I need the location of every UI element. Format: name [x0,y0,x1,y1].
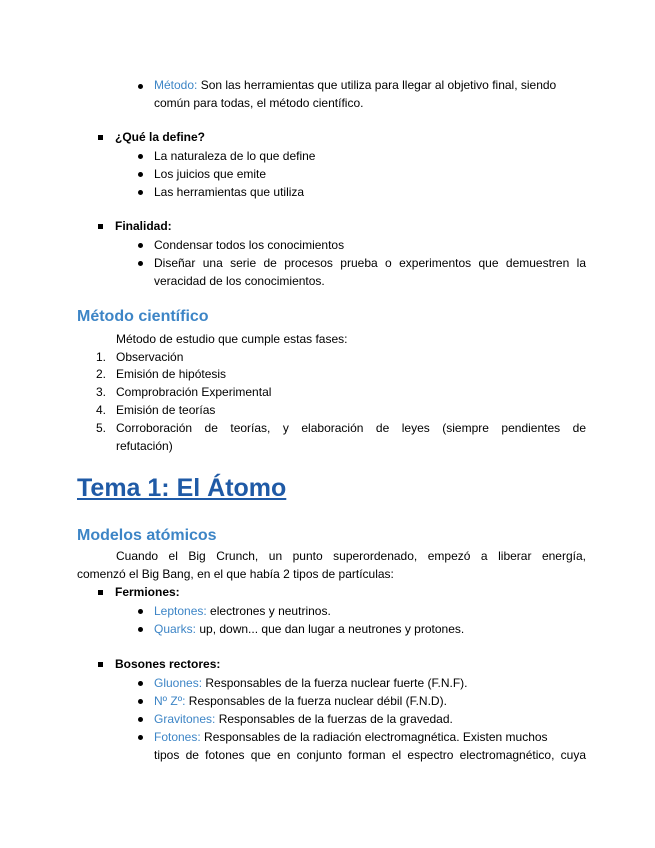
boson-text: Responsables de la radiación electromagnética. Existen muchos [200,730,548,744]
step-text: Observación [116,350,184,364]
que-la-define-heading: ¿Qué la define? [115,130,206,144]
fermion-label: Leptones: [154,604,207,618]
fermion-item [154,621,464,637]
metodo-item [154,77,556,93]
define-item: La naturaleza de lo que define [154,149,316,163]
bullet-dot [138,154,143,159]
fermion-item [154,603,331,619]
bosones-heading: Bosones rectores: [115,657,221,671]
fermion-label: Quarks: [154,622,197,636]
bullet-dot [138,699,143,704]
define-item: Los juicios que emite [154,167,267,181]
tema-title: Tema 1: El Átomo [77,474,287,502]
bullet-dot [138,172,143,177]
step-number: 1. [96,350,107,364]
step-text: Comprobración Experimental [116,385,272,399]
finalidad-item-cont: veracidad de los conocimientos. [154,274,325,288]
finalidad-item: Condensar todos los conocimientos [154,238,345,252]
bullet-dot [138,243,143,248]
boson-text: Responsables de la fuerza nuclear fuerte (F.N.F). [202,676,468,690]
fermiones-heading: Fermiones: [115,585,180,599]
metodo-text: Son las herramientas que utiliza para llegar al objetivo final, siendo [197,78,557,92]
step-number: 3. [96,385,107,399]
step-number: 4. [96,403,107,417]
boson-item-cont: tipos de fotones que en conjunto forman el espectro electromagnético, cuya [154,748,586,762]
fermion-text: electrones y neutrinos. [206,604,331,618]
define-item: Las herramientas que utiliza [154,185,305,199]
bullet-dot [138,717,143,722]
bullet-dot [138,627,143,632]
boson-item [154,711,453,727]
bullet-square [98,135,103,140]
boson-text: Responsables de la fuerzas de la gravedad. [215,712,453,726]
boson-item [154,675,468,691]
bullet-dot [138,681,143,686]
step-text: Emisión de teorías [116,403,216,417]
bullet-dot [138,261,143,266]
boson-label: Nº Zº: [154,694,186,708]
bullet-square [98,590,103,595]
boson-item [154,693,447,709]
bullet-dot [138,609,143,614]
bullet-dot [138,735,143,740]
metodo-text-cont: común para todas, el método científico. [154,96,364,110]
step-number: 5. [96,421,107,435]
boson-text: Responsables de la fuerza nuclear débil (F.N.D). [185,694,447,708]
boson-label: Gravitones: [154,712,216,726]
fermion-text: up, down... que dan lugar a neutrones y protones. [196,622,465,636]
metodo-cientifico-intro: Método de estudio que cumple estas fases: [116,332,348,346]
boson-label: Gluones: [154,676,203,690]
bullet-square [98,224,103,229]
modelos-heading: Modelos atómicos [77,527,217,544]
metodo-cientifico-heading: Método científico [77,308,209,325]
bullet-square [98,662,103,667]
metodo-label: Método: [154,78,198,92]
step-text-cont: refutación) [116,439,173,453]
finalidad-item: Diseñar una serie de procesos prueba o experimentos que demuestren la [154,256,586,270]
finalidad-heading: Finalidad: [115,219,172,233]
bullet-dot [138,190,143,195]
modelos-paragraph: Cuando el Big Crunch, un punto superordenado, empezó a liberar energía, [116,549,586,563]
boson-label: Fotones: [154,730,201,744]
bullet-dot [138,84,143,89]
modelos-paragraph-cont: comenzó el Big Bang, en el que había 2 tipos de partículas: [77,567,394,581]
boson-item [154,729,548,745]
step-text: Emisión de hipótesis [116,367,227,381]
step-text: Corroboración de teorías, y elaboración de leyes (siempre pendientes de [116,421,586,435]
step-number: 2. [96,367,107,381]
